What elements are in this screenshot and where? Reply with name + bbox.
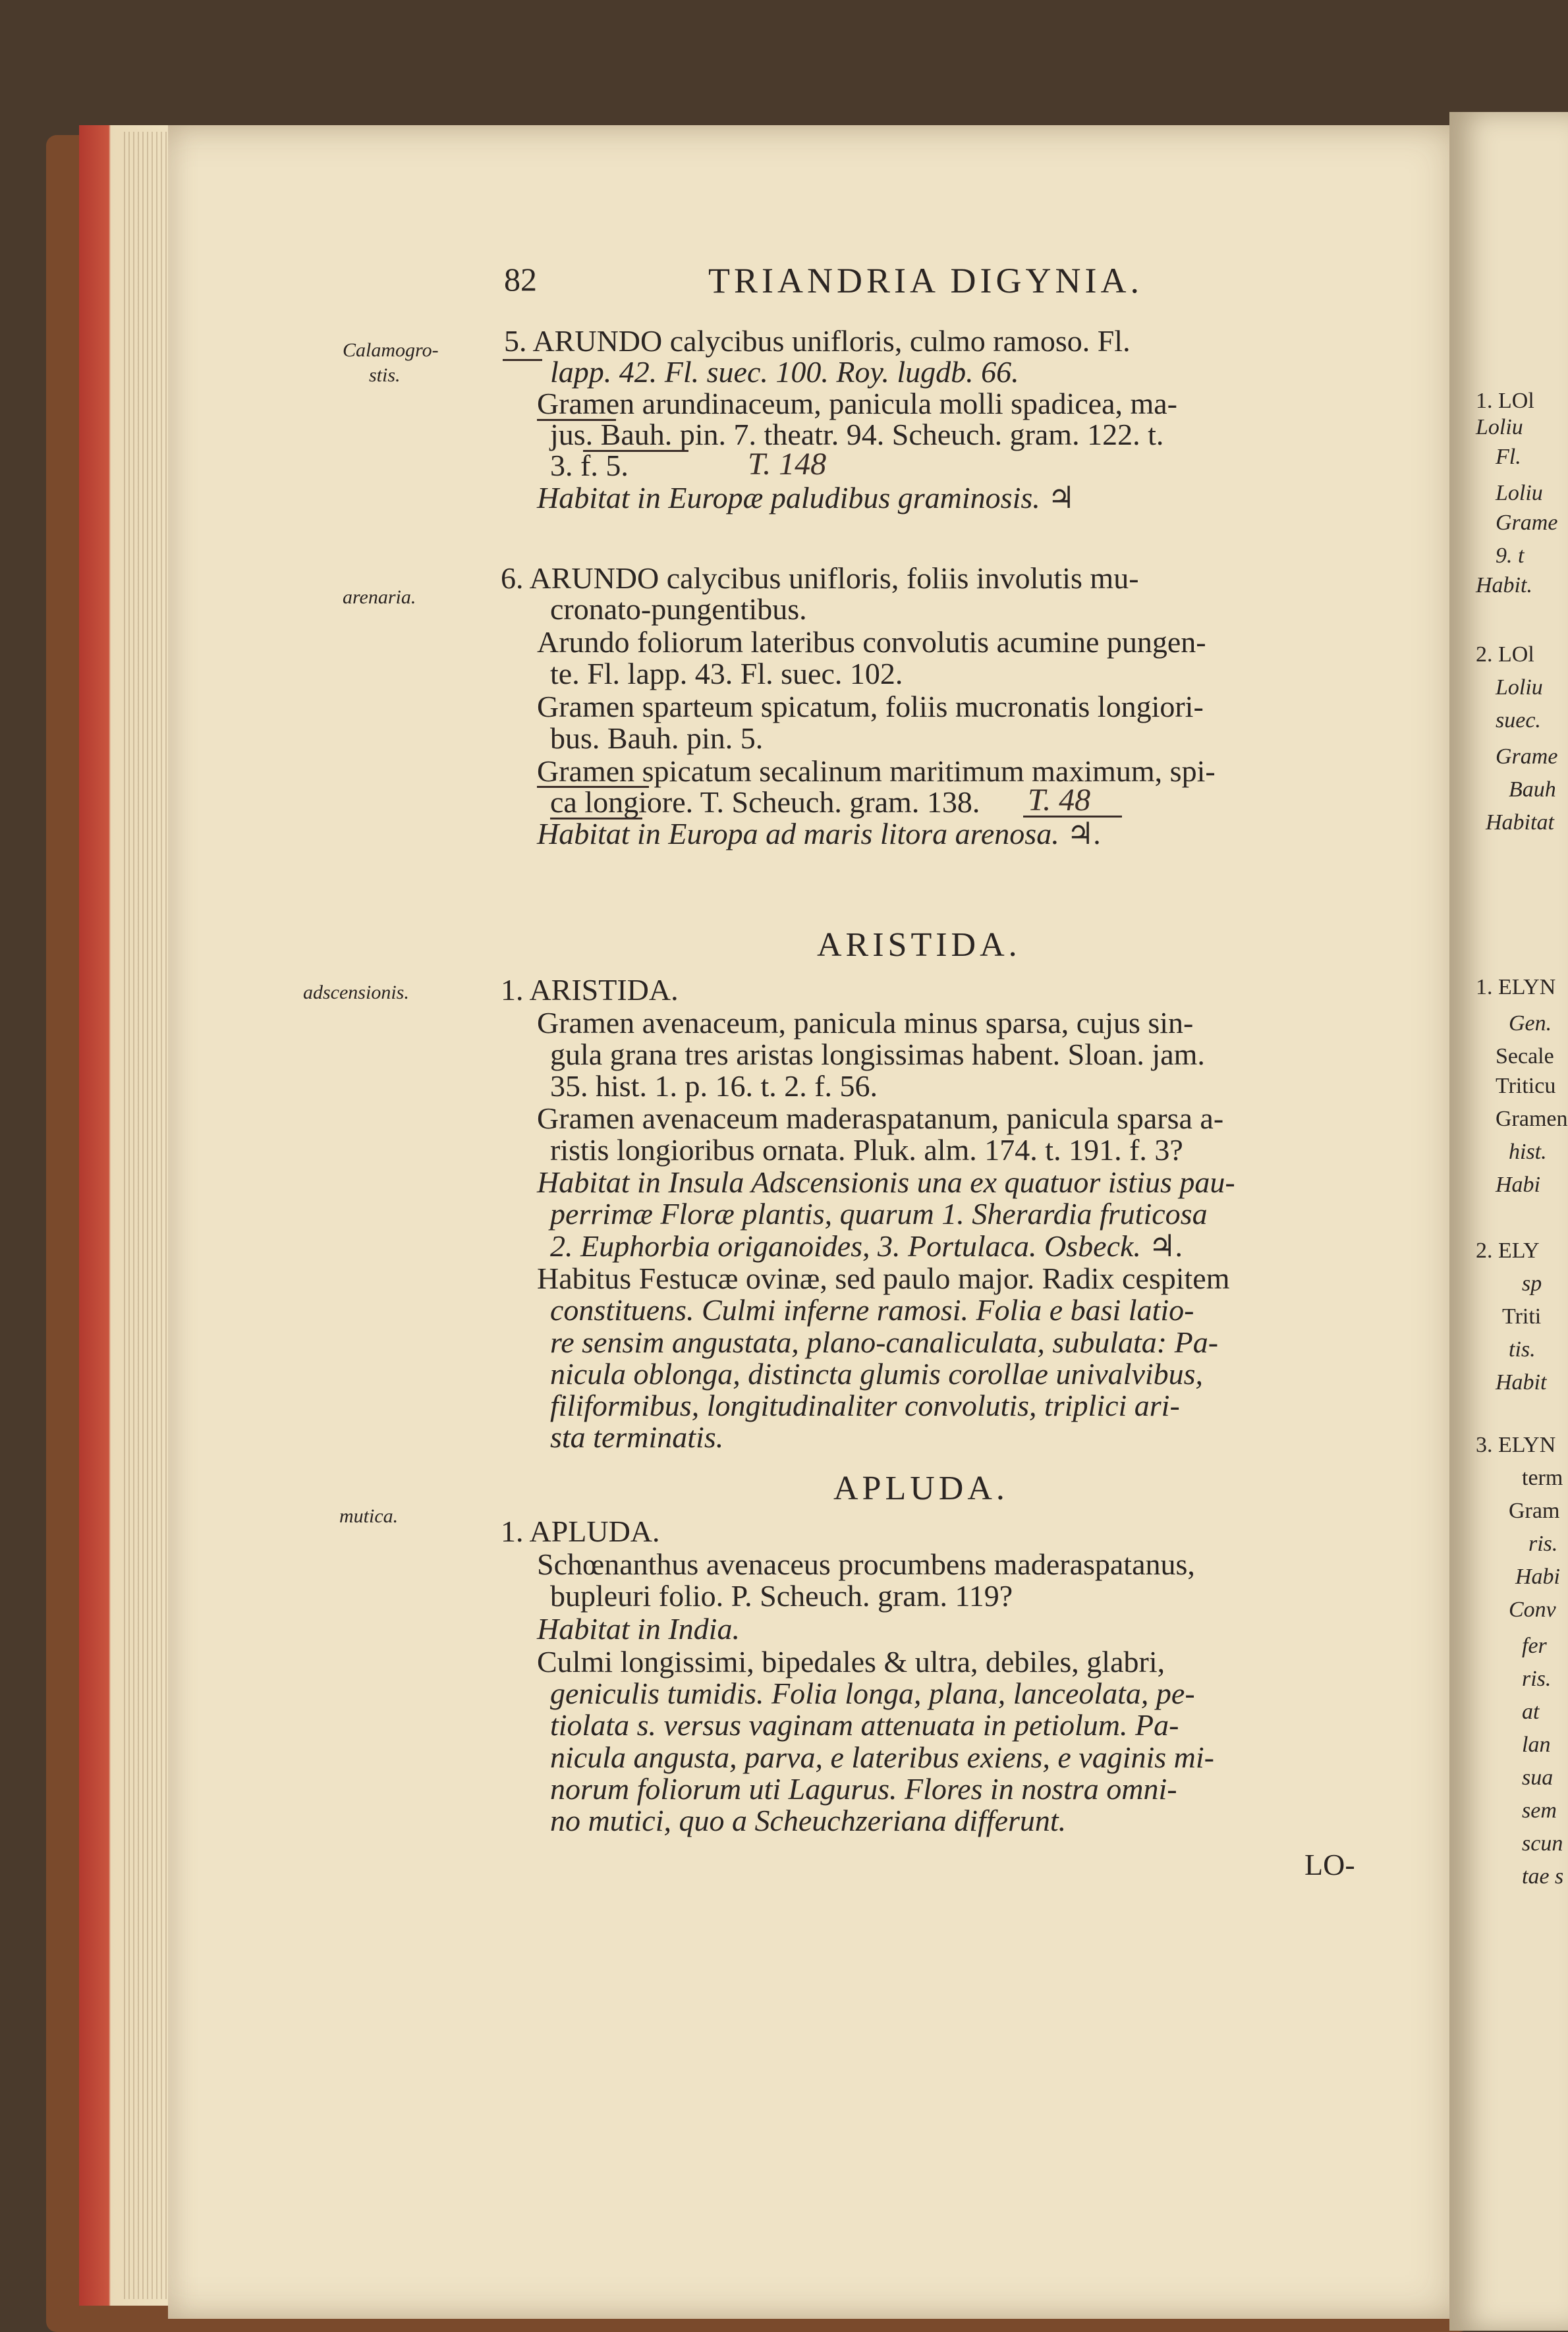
fragment-text: Habitat [1486, 810, 1554, 835]
fragment-text: ris. [1528, 1532, 1558, 1556]
handwritten-reference: T. 48 [1028, 783, 1091, 818]
text-line: jus. Bauh. pin. 7. theatr. 94. Scheuch. gram. 122. t. [550, 418, 1164, 451]
fragment-text: tis. [1509, 1337, 1536, 1362]
fragment-text: Triticu [1496, 1074, 1556, 1098]
fragment-text: lan [1522, 1733, 1551, 1757]
text-line: 1. ARISTIDA. [501, 973, 679, 1007]
text-line: Gramen arundinaceum, panicula molli spadicea, ma- [537, 387, 1177, 420]
fragment-text: Gram [1509, 1499, 1560, 1523]
text-line: gula grana tres aristas longissimas habent. Sloan. jam. [550, 1038, 1205, 1071]
text-line: Gramen avenaceum, panicula minus sparsa, cujus sin- [537, 1006, 1194, 1040]
fragment-text: 9. t [1496, 543, 1525, 568]
fragment-text: Triti [1502, 1304, 1542, 1329]
fragment-text: 3. ELYN [1476, 1433, 1556, 1457]
fragment-text: hist. [1509, 1140, 1547, 1164]
fragment-text: 1. LOl [1476, 389, 1534, 413]
fragment-text: fer [1522, 1634, 1547, 1658]
fragment-text: Habi [1496, 1173, 1540, 1197]
running-title: TRIANDRIA DIGYNIA. [708, 261, 1143, 300]
facing-page-fragment [1449, 112, 1568, 2331]
fragment-text: sua [1522, 1765, 1554, 1790]
margin-note-adscensionis: adscensionis. [303, 982, 409, 1003]
fragment-text: sp [1522, 1271, 1542, 1296]
text-line: tiolata s. versus vaginam attenuata in petiolum. Pa- [550, 1708, 1179, 1742]
fragment-text: sem [1522, 1798, 1557, 1823]
fragment-text: Gramen [1496, 1107, 1568, 1131]
text-line: sta terminatis. [550, 1420, 724, 1454]
text-line: 35. hist. 1. p. 16. t. 2. f. 56. [550, 1069, 878, 1103]
text-line: Habitat in Europæ paludibus graminosis. ♃ [537, 481, 1075, 514]
pen-underline [550, 818, 642, 819]
text-line: Culmi longissimi, bipedales & ultra, debiles, glabri, [537, 1645, 1165, 1679]
catchword: LO- [1304, 1848, 1355, 1881]
text-line: filiformibus, longitudinaliter convolutis, triplici ari- [550, 1389, 1180, 1422]
fragment-text: tae s [1522, 1864, 1564, 1889]
fragment-text: Loliu [1476, 415, 1523, 439]
margin-note-arenaria: arenaria. [343, 586, 416, 608]
text-line: te. Fl. lapp. 43. Fl. suec. 102. [550, 657, 903, 690]
text-line: cronato-pungentibus. [550, 592, 807, 626]
fragment-text: at [1522, 1700, 1540, 1724]
fragment-text: suec. [1496, 708, 1541, 733]
fragment-text: Secale [1496, 1044, 1554, 1069]
fragment-text: 2. ELY [1476, 1238, 1540, 1263]
fragment-text: Grame [1496, 744, 1558, 769]
text-line: 1. APLUDA. [501, 1514, 660, 1548]
text-line: 5. ARUNDO calycibus unifloris, culmo ramoso. Fl. [504, 324, 1131, 358]
text-line: 2. Euphorbia origanoides, 3. Portulaca. Osbeck. ♃. [550, 1229, 1184, 1263]
text-line: Gramen spicatum secalinum maritimum maximum, spi- [537, 754, 1216, 788]
fragment-text: Bauh [1509, 777, 1556, 802]
margin-note-calamogrostis: Calamogro- [343, 339, 439, 361]
text-line: Habitat in Europa ad maris litora arenosa. ♃. [537, 817, 1102, 850]
fragment-text: scun [1522, 1831, 1563, 1856]
fragment-text: Habit. [1476, 573, 1532, 597]
text-line: Gramen avenaceum maderaspatanum, panicula sparsa a- [537, 1101, 1224, 1135]
text-line: nicula angusta, parva, e lateribus exiens, e vaginis mi- [550, 1740, 1215, 1774]
text-line: Gramen sparteum spicatum, foliis mucronatis longiori- [537, 690, 1204, 723]
text-line: Habitus Festucæ ovinæ, sed paulo major. Radix cespitem [537, 1262, 1230, 1295]
text-line: constituens. Culmi inferne ramosi. Folia e basi latio- [550, 1293, 1194, 1327]
fragment-text: Loliu [1496, 481, 1543, 505]
fragment-text: Gen. [1509, 1011, 1552, 1036]
genus-heading-apluda: APLUDA. [833, 1470, 1009, 1507]
text-line: re sensim angustata, plano-canaliculata, subulata: Pa- [550, 1325, 1219, 1359]
fragment-text: ris. [1522, 1667, 1552, 1691]
genus-heading-aristida: ARISTIDA. [817, 926, 1021, 964]
text-line: Habitat in Insula Adscensionis una ex quatuor istius pau- [537, 1165, 1235, 1199]
fragment-text: Habi [1515, 1565, 1560, 1589]
text-line: geniculis tumidis. Folia longa, plana, lanceolata, pe- [550, 1677, 1195, 1710]
text-line: no mutici, quo a Scheuchzeriana differunt. [550, 1804, 1067, 1837]
fragment-text: 2. LOl [1476, 642, 1534, 667]
pen-underline [583, 450, 688, 452]
text-line: Arundo foliorum lateribus convolutis acumine pungen- [537, 625, 1206, 659]
text-line: Habitat in India. [537, 1612, 740, 1646]
pen-underline [537, 786, 649, 788]
pen-underline [1023, 816, 1122, 818]
fragment-text: Habit [1496, 1370, 1547, 1395]
margin-note-mutica: mutica. [339, 1505, 399, 1527]
pen-underline [537, 419, 616, 421]
fragment-text: Conv [1509, 1597, 1556, 1622]
pen-underline [503, 359, 542, 361]
handwritten-reference: T. 148 [748, 447, 827, 482]
text-line: 3. f. 5. [550, 449, 629, 482]
text-line: bus. Bauh. pin. 5. [550, 721, 764, 755]
text-line: ca longiore. T. Scheuch. gram. 138. [550, 785, 980, 819]
margin-note-calamogrostis-2: stis. [369, 364, 401, 386]
text-line: ristis longioribus ornata. Pluk. alm. 174. t. 191. f. 3? [550, 1133, 1183, 1167]
fragment-text: Fl. [1496, 445, 1521, 469]
text-line: Schœnanthus avenaceus procumbens maderaspatanus, [537, 1547, 1195, 1581]
text-line: nicula oblonga, distincta glumis corollae univalvibus, [550, 1357, 1204, 1391]
fragment-text: term [1522, 1466, 1563, 1490]
text-line: perrimæ Floræ plantis, quarum 1. Sherardia fruticosa [550, 1197, 1208, 1231]
book-page [168, 125, 1479, 2319]
fragment-text: 1. ELYN [1476, 975, 1556, 999]
text-line: lapp. 42. Fl. suec. 100. Roy. lugdb. 66. [550, 355, 1019, 389]
page-number: 82 [504, 261, 537, 298]
text-line: 6. ARUNDO calycibus unifloris, foliis involutis mu- [501, 561, 1139, 595]
text-line: bupleuri folio. P. Scheuch. gram. 119? [550, 1579, 1013, 1613]
text-line: norum foliorum uti Lagurus. Flores in nostra omni- [550, 1772, 1177, 1806]
fragment-text: Grame [1496, 511, 1558, 535]
fragment-text: Loliu [1496, 675, 1543, 700]
